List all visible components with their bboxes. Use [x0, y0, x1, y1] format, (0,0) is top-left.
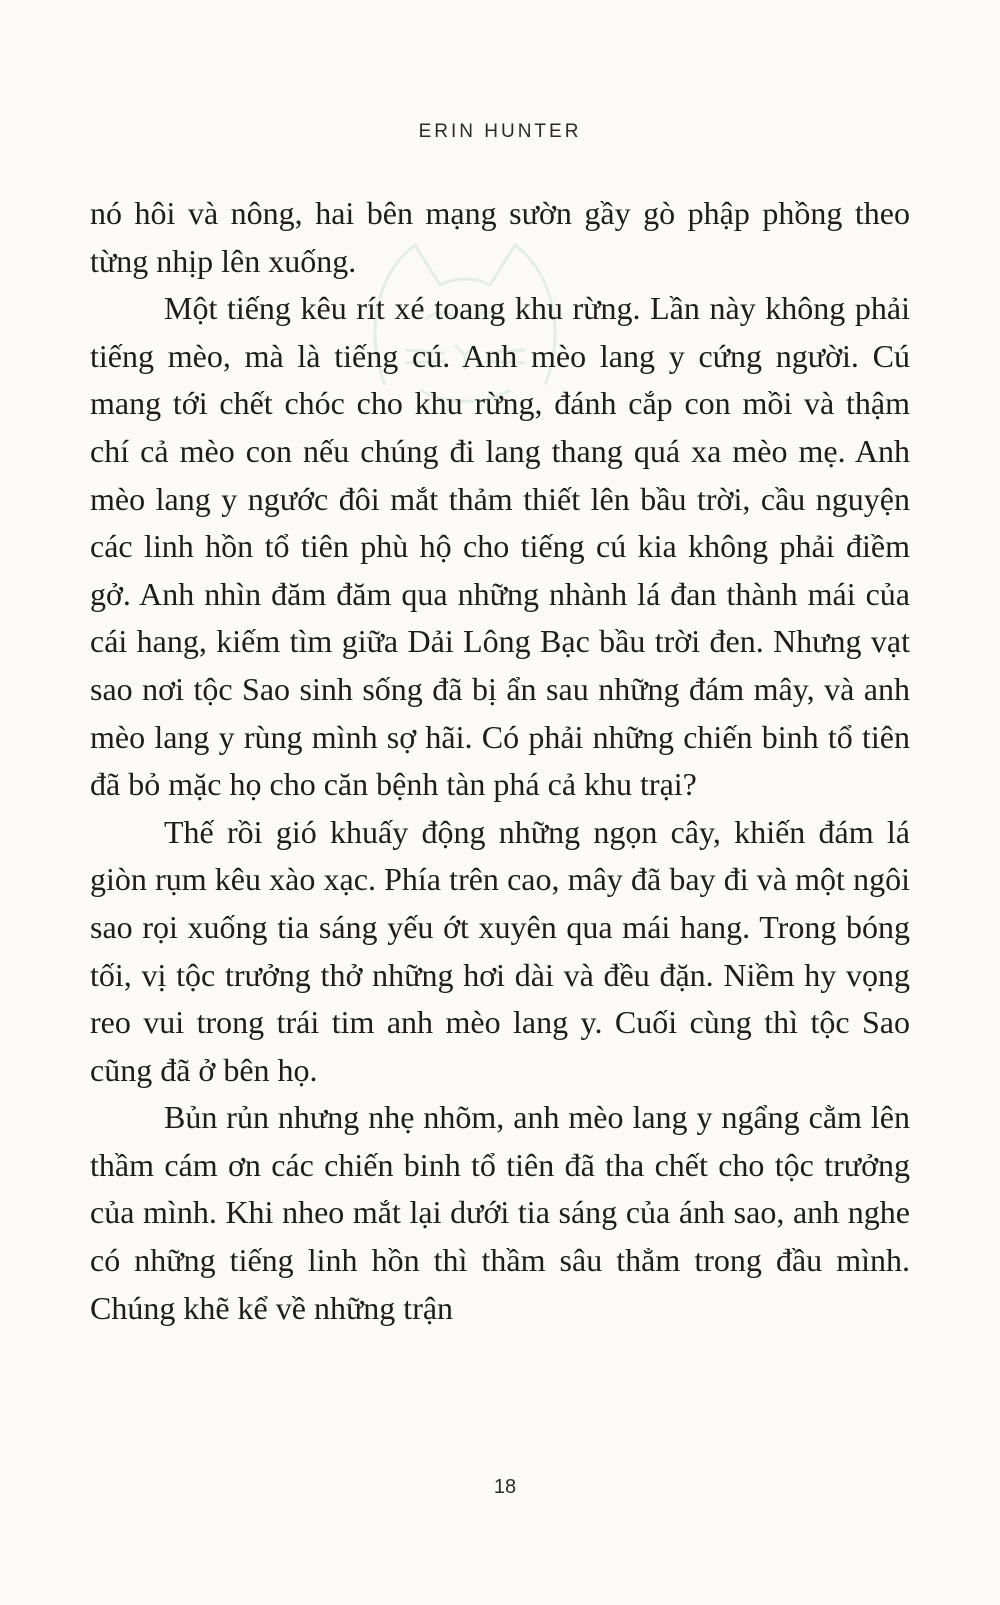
paragraph-4: Bủn rủn nhưng nhẹ nhõm, anh mèo lang y ngẩng cằm lên thầm cám ơn các chiến binh tổ tiên đã tha chết cho tộc trưởng của mình. Khi nheo mắt lại dưới tia sáng của ánh sao, anh nghe có những tiếng linh hồn thì thầm sâu thẳm trong đầu mình. Chúng khẽ kể về những trận: [90, 1099, 910, 1326]
page-number: 18: [493, 1476, 517, 1498]
paragraph-1: nó hôi và nông, hai bên mạng sườn gầy gò phập phồng theo từng nhịp lên xuống.: [90, 195, 910, 279]
paragraph-3: Thế rồi gió khuấy động những ngọn cây, khiến đám lá giòn rụm kêu xào xạc. Phía trên cao, mây đã bay đi và một ngôi sao rọi xuống tia sáng yếu ớt xuyên qua mái hang. Trong bóng tối, vị tộc trưởng thở những hơi dài và đều đặn. Niềm hy vọng reo vui trong trái tim anh mèo lang y. Cuối cùng thì tộc Sao cũng đã ở bên họ.: [90, 813, 910, 1088]
running-head: ERIN HUNTER: [418, 121, 582, 142]
body-text: [90, 190, 910, 1332]
paragraph-2: Một tiếng kêu rít xé toang khu rừng. Lần này không phải tiếng mèo, mà là tiếng cú. Anh mèo lang y cứng người. Cú mang tới chết chóc cho khu rừng, đánh cắp con mồi và thậm chí cả mèo con nếu chúng đi lang thang quá xa mèo mẹ. Anh mèo lang y ngước đôi mắt thảm thiết lên bầu trời, cầu nguyện các linh hồn tổ tiên phù hộ cho tiếng cú kia không phải điềm gở. Anh nhìn đăm đăm qua những nhành lá đan thành mái của cái hang, kiếm tìm giữa Dải Lông Bạc bầu trời đen. Nhưng vạt sao nơi tộc Sao sinh sống đã bị ẩn sau những đám mây, và anh mèo lang y rùng mình sợ hãi. Có phải những chiến binh tổ tiên đã bỏ mặc họ cho căn bệnh tàn phá cả khu trại?: [90, 290, 910, 803]
